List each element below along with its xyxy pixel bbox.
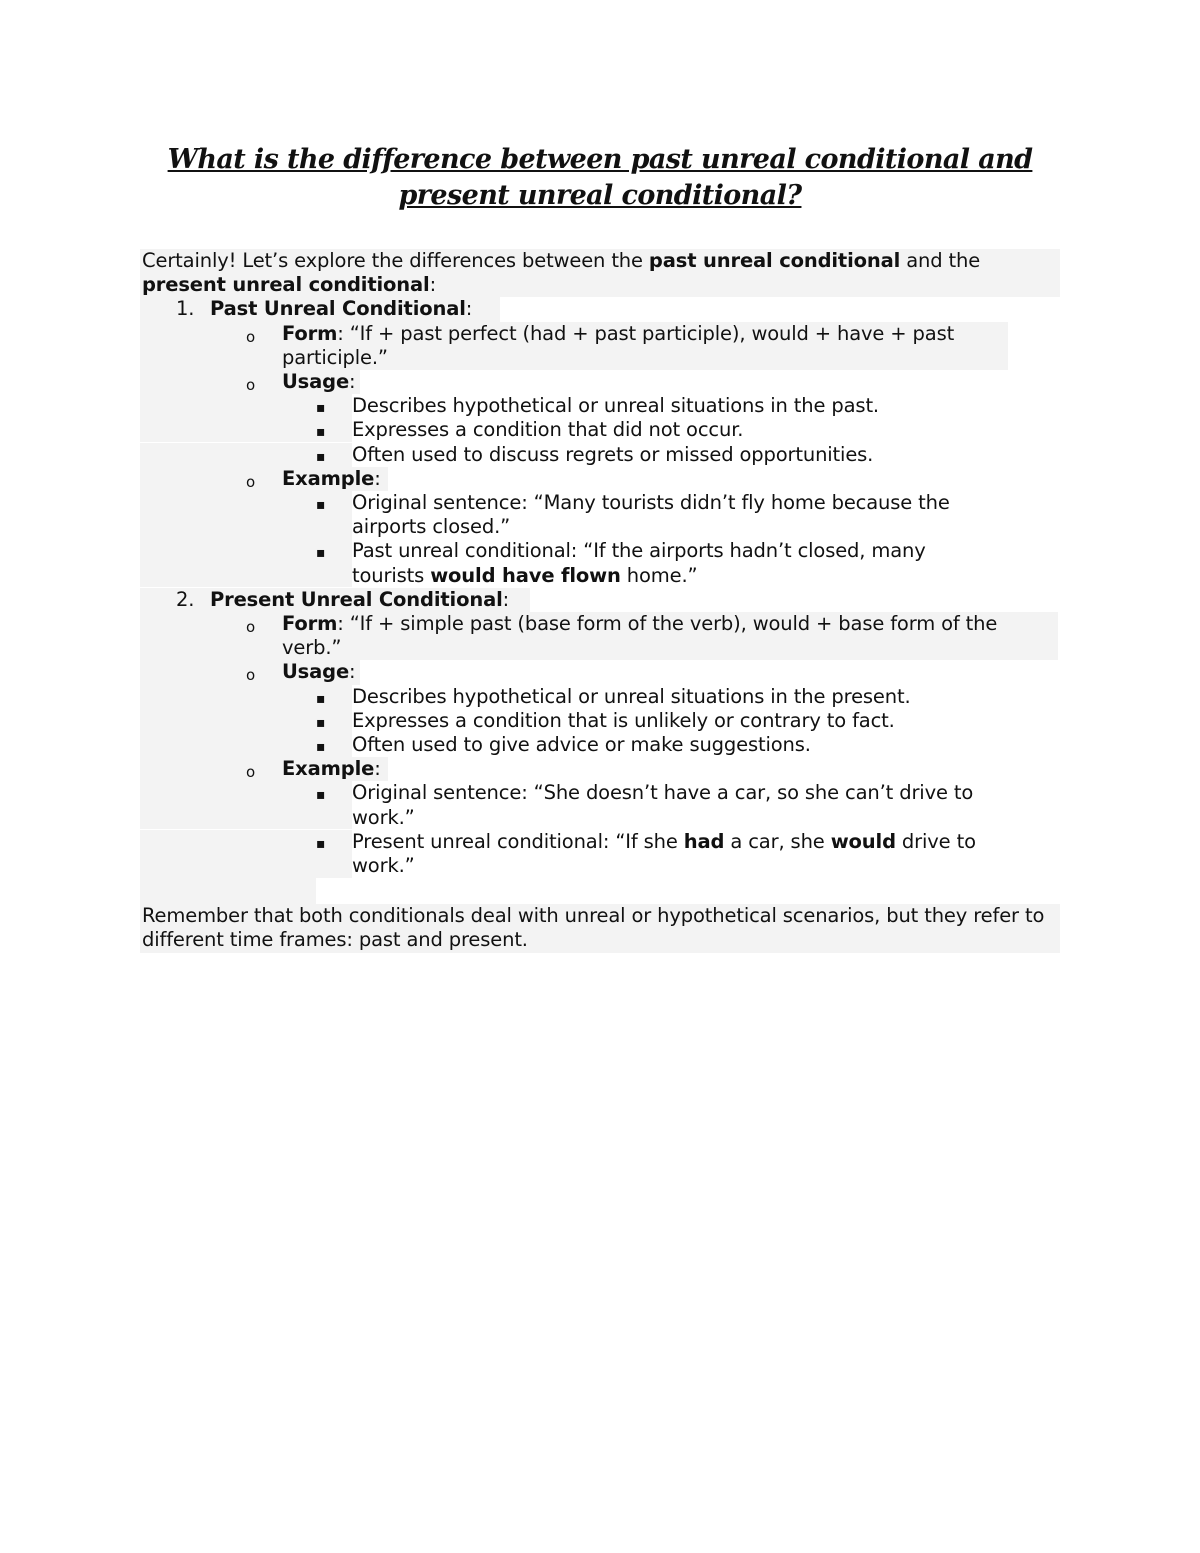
- example-item: Original sentence: “Many tourists didn’t fly home because the airports closed.”: [352, 491, 950, 539]
- example-item: [352, 830, 1060, 878]
- form-label: Form: [282, 321, 338, 345]
- example-text: drive to work.”: [352, 829, 976, 878]
- list-number: 2.: [176, 587, 195, 611]
- example-text: a car, she: [724, 829, 831, 853]
- colon: :: [502, 587, 510, 611]
- list-item: [140, 830, 1060, 878]
- square-bullet-icon: ▪: [140, 781, 352, 829]
- example-bold: would have flown: [430, 563, 621, 587]
- section-1-form: [140, 322, 1008, 370]
- section-2-usage: [140, 660, 360, 684]
- square-bullet-icon: ▪: [140, 443, 352, 467]
- colon: :: [374, 466, 381, 490]
- example-bold: would: [830, 829, 896, 853]
- usage-item: Expresses a condition that is unlikely or contrary to fact.: [352, 708, 895, 732]
- usage-label: Usage: [282, 660, 350, 684]
- usage-label: Usage: [282, 370, 350, 394]
- circle-bullet-icon: o: [246, 376, 256, 395]
- circle-bullet-icon: o: [246, 666, 256, 685]
- section-1-example: [140, 467, 388, 491]
- circle-bullet-icon: o: [246, 472, 256, 491]
- colon: :: [349, 660, 356, 684]
- square-bullet-icon: ▪: [140, 685, 352, 709]
- list-number: 1.: [176, 297, 195, 321]
- square-bullet-icon: ▪: [140, 491, 352, 539]
- list-item: [140, 539, 1060, 587]
- colon: :: [374, 757, 381, 781]
- document-title: What is the difference between past unreal conditional and present unreal conditional?: [167, 144, 1033, 211]
- square-bullet-icon: ▪: [140, 830, 352, 878]
- square-bullet-icon: ▪: [140, 709, 352, 733]
- usage-item: Describes hypothetical or unreal situations in the present.: [352, 684, 911, 708]
- list-item: [140, 733, 1060, 757]
- section-heading-1: [140, 297, 500, 321]
- example-label: Example: [282, 757, 375, 781]
- form-label: Form: [282, 612, 338, 636]
- example-bold: had: [683, 829, 725, 853]
- intro-text-1: Certainly! Let’s explore the differences between the: [142, 249, 649, 272]
- example-text: Present unreal conditional: “If she: [352, 829, 684, 853]
- usage-item: Often used to discuss regrets or missed opportunities.: [352, 442, 874, 466]
- intro-text-2: and the: [900, 249, 981, 272]
- colon: :: [349, 370, 356, 394]
- square-bullet-icon: ▪: [140, 539, 352, 587]
- usage-item: Describes hypothetical or unreal situations in the past.: [352, 394, 879, 418]
- intro-text-3: :: [429, 273, 436, 297]
- square-bullet-icon: ▪: [140, 418, 352, 442]
- section-title: Past Unreal Conditional: [210, 297, 466, 321]
- usage-item: Often used to give advice or make suggestions.: [352, 733, 811, 757]
- circle-bullet-icon: o: [246, 763, 256, 782]
- circle-bullet-icon: o: [246, 327, 256, 346]
- list-item: [140, 781, 1060, 829]
- section-heading-2: [140, 588, 530, 612]
- form-text: : “If + simple past (base form of the verb), would + base form of the verb.”: [282, 612, 998, 660]
- section-2-example: [140, 757, 388, 781]
- usage-item: Expresses a condition that did not occur.: [352, 418, 744, 442]
- example-label: Example: [282, 466, 375, 490]
- circle-bullet-icon: o: [246, 618, 256, 637]
- list-item: [140, 491, 1060, 539]
- section-1-usage: [140, 370, 360, 394]
- square-bullet-icon: ▪: [140, 394, 352, 418]
- example-item: Original sentence: “She doesn’t have a car, so she can’t drive to work.”: [352, 781, 974, 829]
- document-body: [140, 249, 1060, 953]
- form-text: : “If + past perfect (had + past participle), would + have + past participle.”: [282, 321, 955, 369]
- example-text: Past unreal conditional: “If the airports hadn’t closed, many tourists: [352, 539, 926, 587]
- example-text: home.”: [620, 563, 698, 587]
- section-title: Present Unreal Conditional: [210, 587, 503, 611]
- example-item: [352, 539, 1060, 587]
- intro-bold-past: past unreal conditional: [648, 249, 901, 272]
- list-item: [140, 418, 1060, 442]
- section-2-form: [140, 612, 1058, 660]
- shaded-spacer: [140, 878, 316, 904]
- conclusion-paragraph: Remember that both conditionals deal with unreal or hypothetical scenarios, but they refer to different time frames: past and present.: [140, 904, 1060, 952]
- list-item: [140, 685, 1060, 709]
- colon: :: [465, 297, 473, 321]
- square-bullet-icon: ▪: [140, 733, 352, 757]
- intro-bold-present: present unreal conditional: [142, 273, 430, 297]
- list-item: [140, 709, 1060, 733]
- list-item: [140, 394, 1060, 418]
- list-item: [140, 443, 1060, 467]
- intro-paragraph: [140, 249, 1060, 297]
